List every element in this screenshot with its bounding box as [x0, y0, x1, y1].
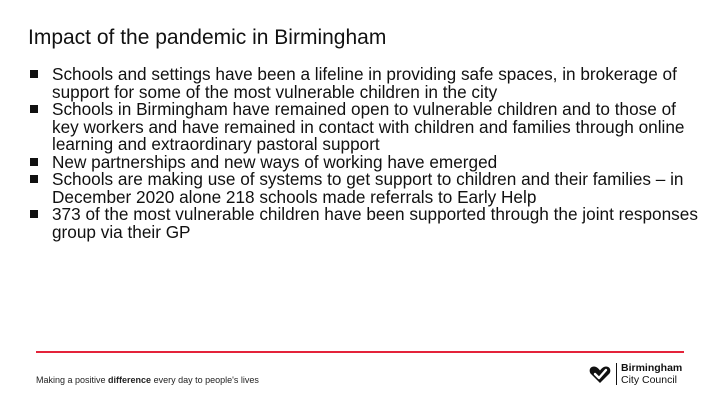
square-bullet-icon — [30, 175, 38, 183]
square-bullet-icon — [30, 158, 38, 166]
bullet-text: Schools in Birmingham have remained open to vulnerable children and to those of key workers and have remained in contact with children and families through online learning and extraordinary pastoral support — [52, 99, 685, 154]
logo-separator — [616, 363, 617, 385]
bullet-text: New partnerships and new ways of working have emerged — [52, 151, 498, 172]
bullet-item — [30, 206, 702, 241]
bullet-text: Schools are making use of systems to get support to children and their families – in December 2020 alone 218 schools made referrals to Early Help — [52, 169, 684, 207]
square-bullet-icon — [30, 105, 38, 113]
bullet-text: 373 of the most vulnerable children have been supported through the joint responses group via their GP — [52, 204, 698, 242]
slide-title: Impact of the pandemic in Birmingham — [28, 26, 387, 49]
bullet-list — [30, 66, 702, 241]
logo-line1: Birmingham — [621, 362, 683, 374]
heart-logo-icon — [588, 362, 612, 386]
logo-line2: City Council — [621, 374, 678, 386]
tagline-bold: difference — [108, 375, 152, 385]
square-bullet-icon — [30, 210, 38, 218]
footer-divider — [36, 351, 684, 353]
bullet-text: Schools and settings have been a lifeline in providing safe spaces, in brokerage of support for some of the most vulnerable children in the city — [52, 64, 677, 102]
bullet-item — [30, 171, 702, 206]
tagline-prefix: Making a positive — [36, 375, 109, 385]
bullet-item — [30, 66, 702, 101]
council-logo — [588, 360, 700, 390]
logo-wordmark — [621, 362, 701, 386]
tagline-suffix: every day to people's lives — [151, 375, 259, 385]
bullet-item — [30, 101, 702, 154]
square-bullet-icon — [30, 70, 38, 78]
footer-tagline — [36, 374, 436, 386]
